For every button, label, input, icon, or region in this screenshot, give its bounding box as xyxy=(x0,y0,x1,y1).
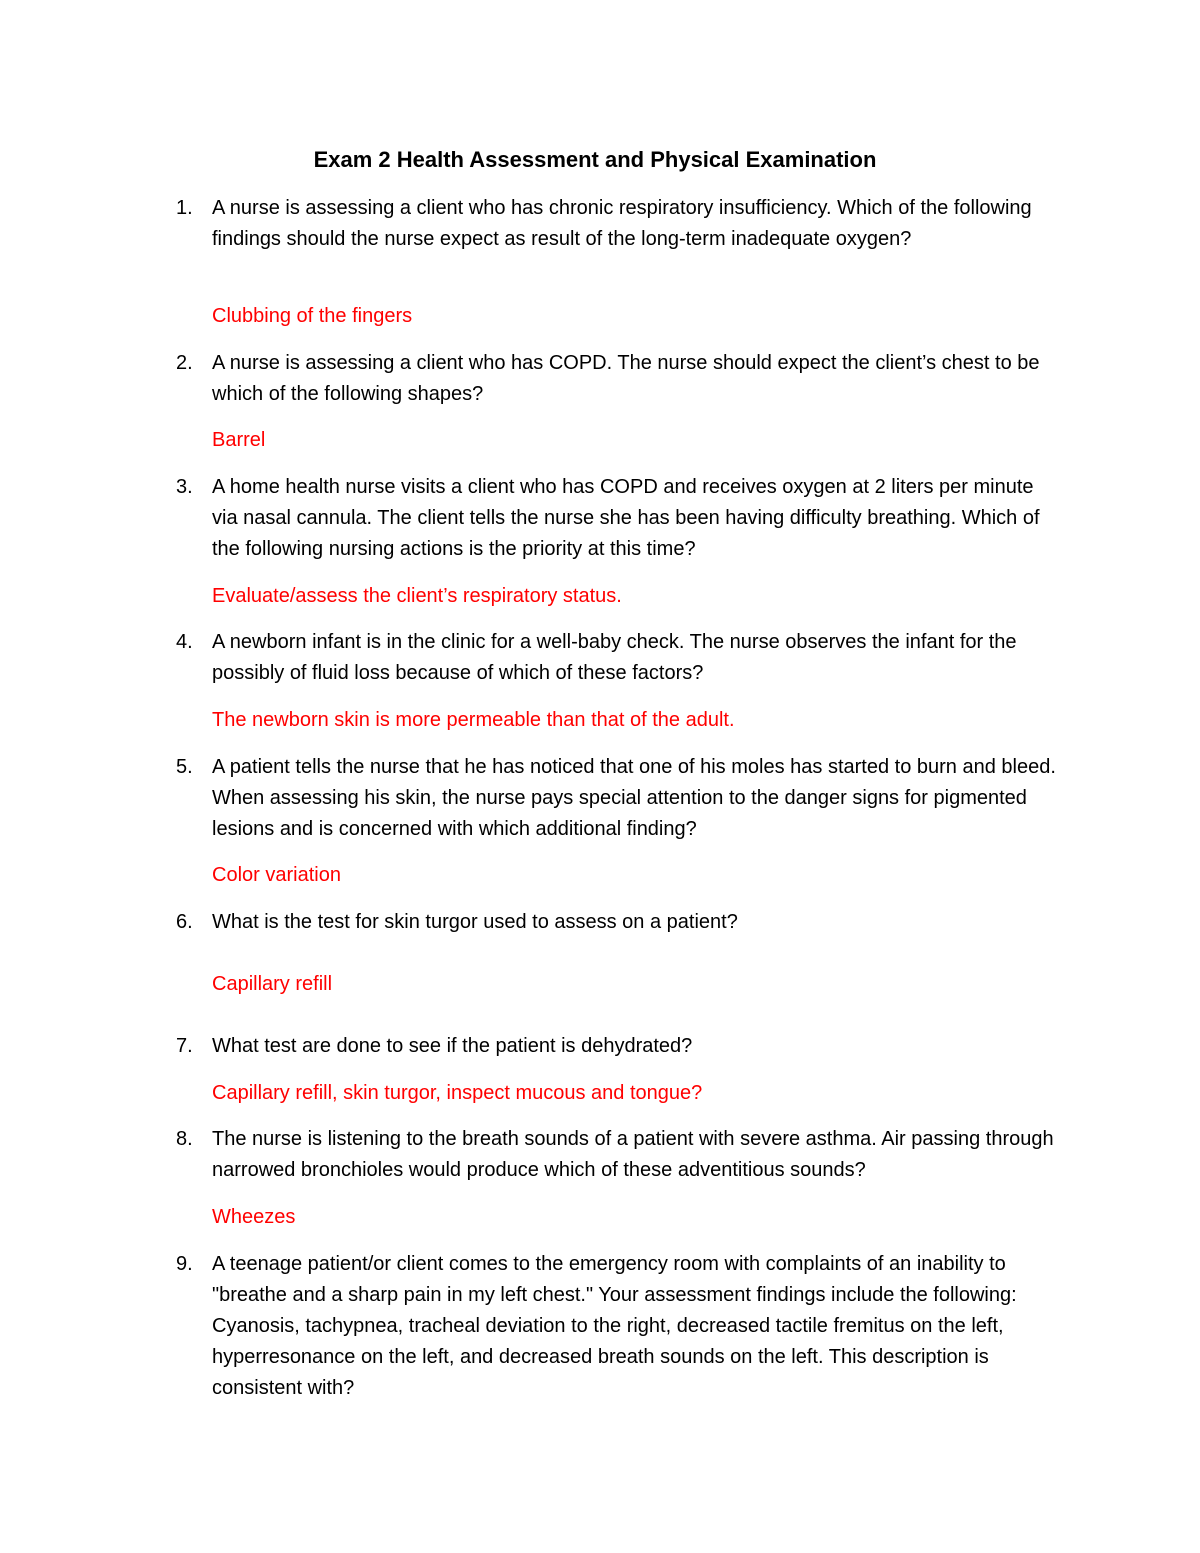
answer-text: Capillary refill, skin turgor, inspect mucous and tongue? xyxy=(212,1082,703,1104)
question-number: 5. xyxy=(176,756,193,778)
question-number: 9. xyxy=(176,1253,193,1275)
answer-text: Evaluate/assess the client’s respiratory status. xyxy=(212,585,622,607)
answer-text: Barrel xyxy=(212,429,266,451)
question-text: The nurse is listening to the breath sounds of a patient with severe asthma. Air passing through narrowed bronchioles would produce which of these adventitious sounds? xyxy=(212,1128,1054,1181)
question-text: A newborn infant is in the clinic for a well-baby check. The nurse observes the infant for the possibly of fluid loss because of which of these factors? xyxy=(212,631,1017,684)
question-number: 3. xyxy=(176,476,193,498)
answer-text: Capillary refill xyxy=(212,973,333,995)
question-number: 2. xyxy=(176,352,193,374)
question-number: 4. xyxy=(176,631,193,653)
question-text: A patient tells the nurse that he has noticed that one of his moles has started to burn and bleed. When assessing his skin, the nurse pays special attention to the danger signs for pigmented lesions and is concerned with which additional finding? xyxy=(212,756,1056,840)
answer-text: Clubbing of the fingers xyxy=(212,305,413,327)
answer-text: Color variation xyxy=(212,864,341,886)
question-number: 6. xyxy=(176,911,193,933)
question-text: A nurse is assessing a client who has chronic respiratory insufficiency. Which of the following findings should the nurse expect as result of the long-term inadequate oxygen? xyxy=(212,197,1032,250)
answer-text: Wheezes xyxy=(212,1206,296,1228)
question-number: 1. xyxy=(176,197,193,219)
question-text: A home health nurse visits a client who has COPD and receives oxygen at 2 liters per minute via nasal cannula. The client tells the nurse she has been having difficulty breathing. Which of the following nursing actions is the priority at this time? xyxy=(212,476,1040,560)
question-number: 7. xyxy=(176,1035,193,1057)
question-text: A nurse is assessing a client who has COPD. The nurse should expect the client’s chest to be which of the following shapes? xyxy=(212,352,1040,405)
question-text: What is the test for skin turgor used to assess on a patient? xyxy=(212,911,738,933)
question-text: A teenage patient/or client comes to the emergency room with complaints of an inability to "breathe and a sharp pain in my left chest." Your assessment findings include the following: Cyanosis, tachypnea, tracheal deviation to the right, decreased tactile fremitus on the left, hyperresonance on the left, and decreased breath sounds on the left. This description is consistent with? xyxy=(212,1253,1017,1399)
question-text: What test are done to see if the patient is dehydrated? xyxy=(212,1035,693,1057)
document-title: Exam 2 Health Assessment and Physical Examination xyxy=(313,147,877,172)
answer-text: The newborn skin is more permeable than that of the adult. xyxy=(212,709,735,731)
question-number: 8. xyxy=(176,1128,193,1150)
